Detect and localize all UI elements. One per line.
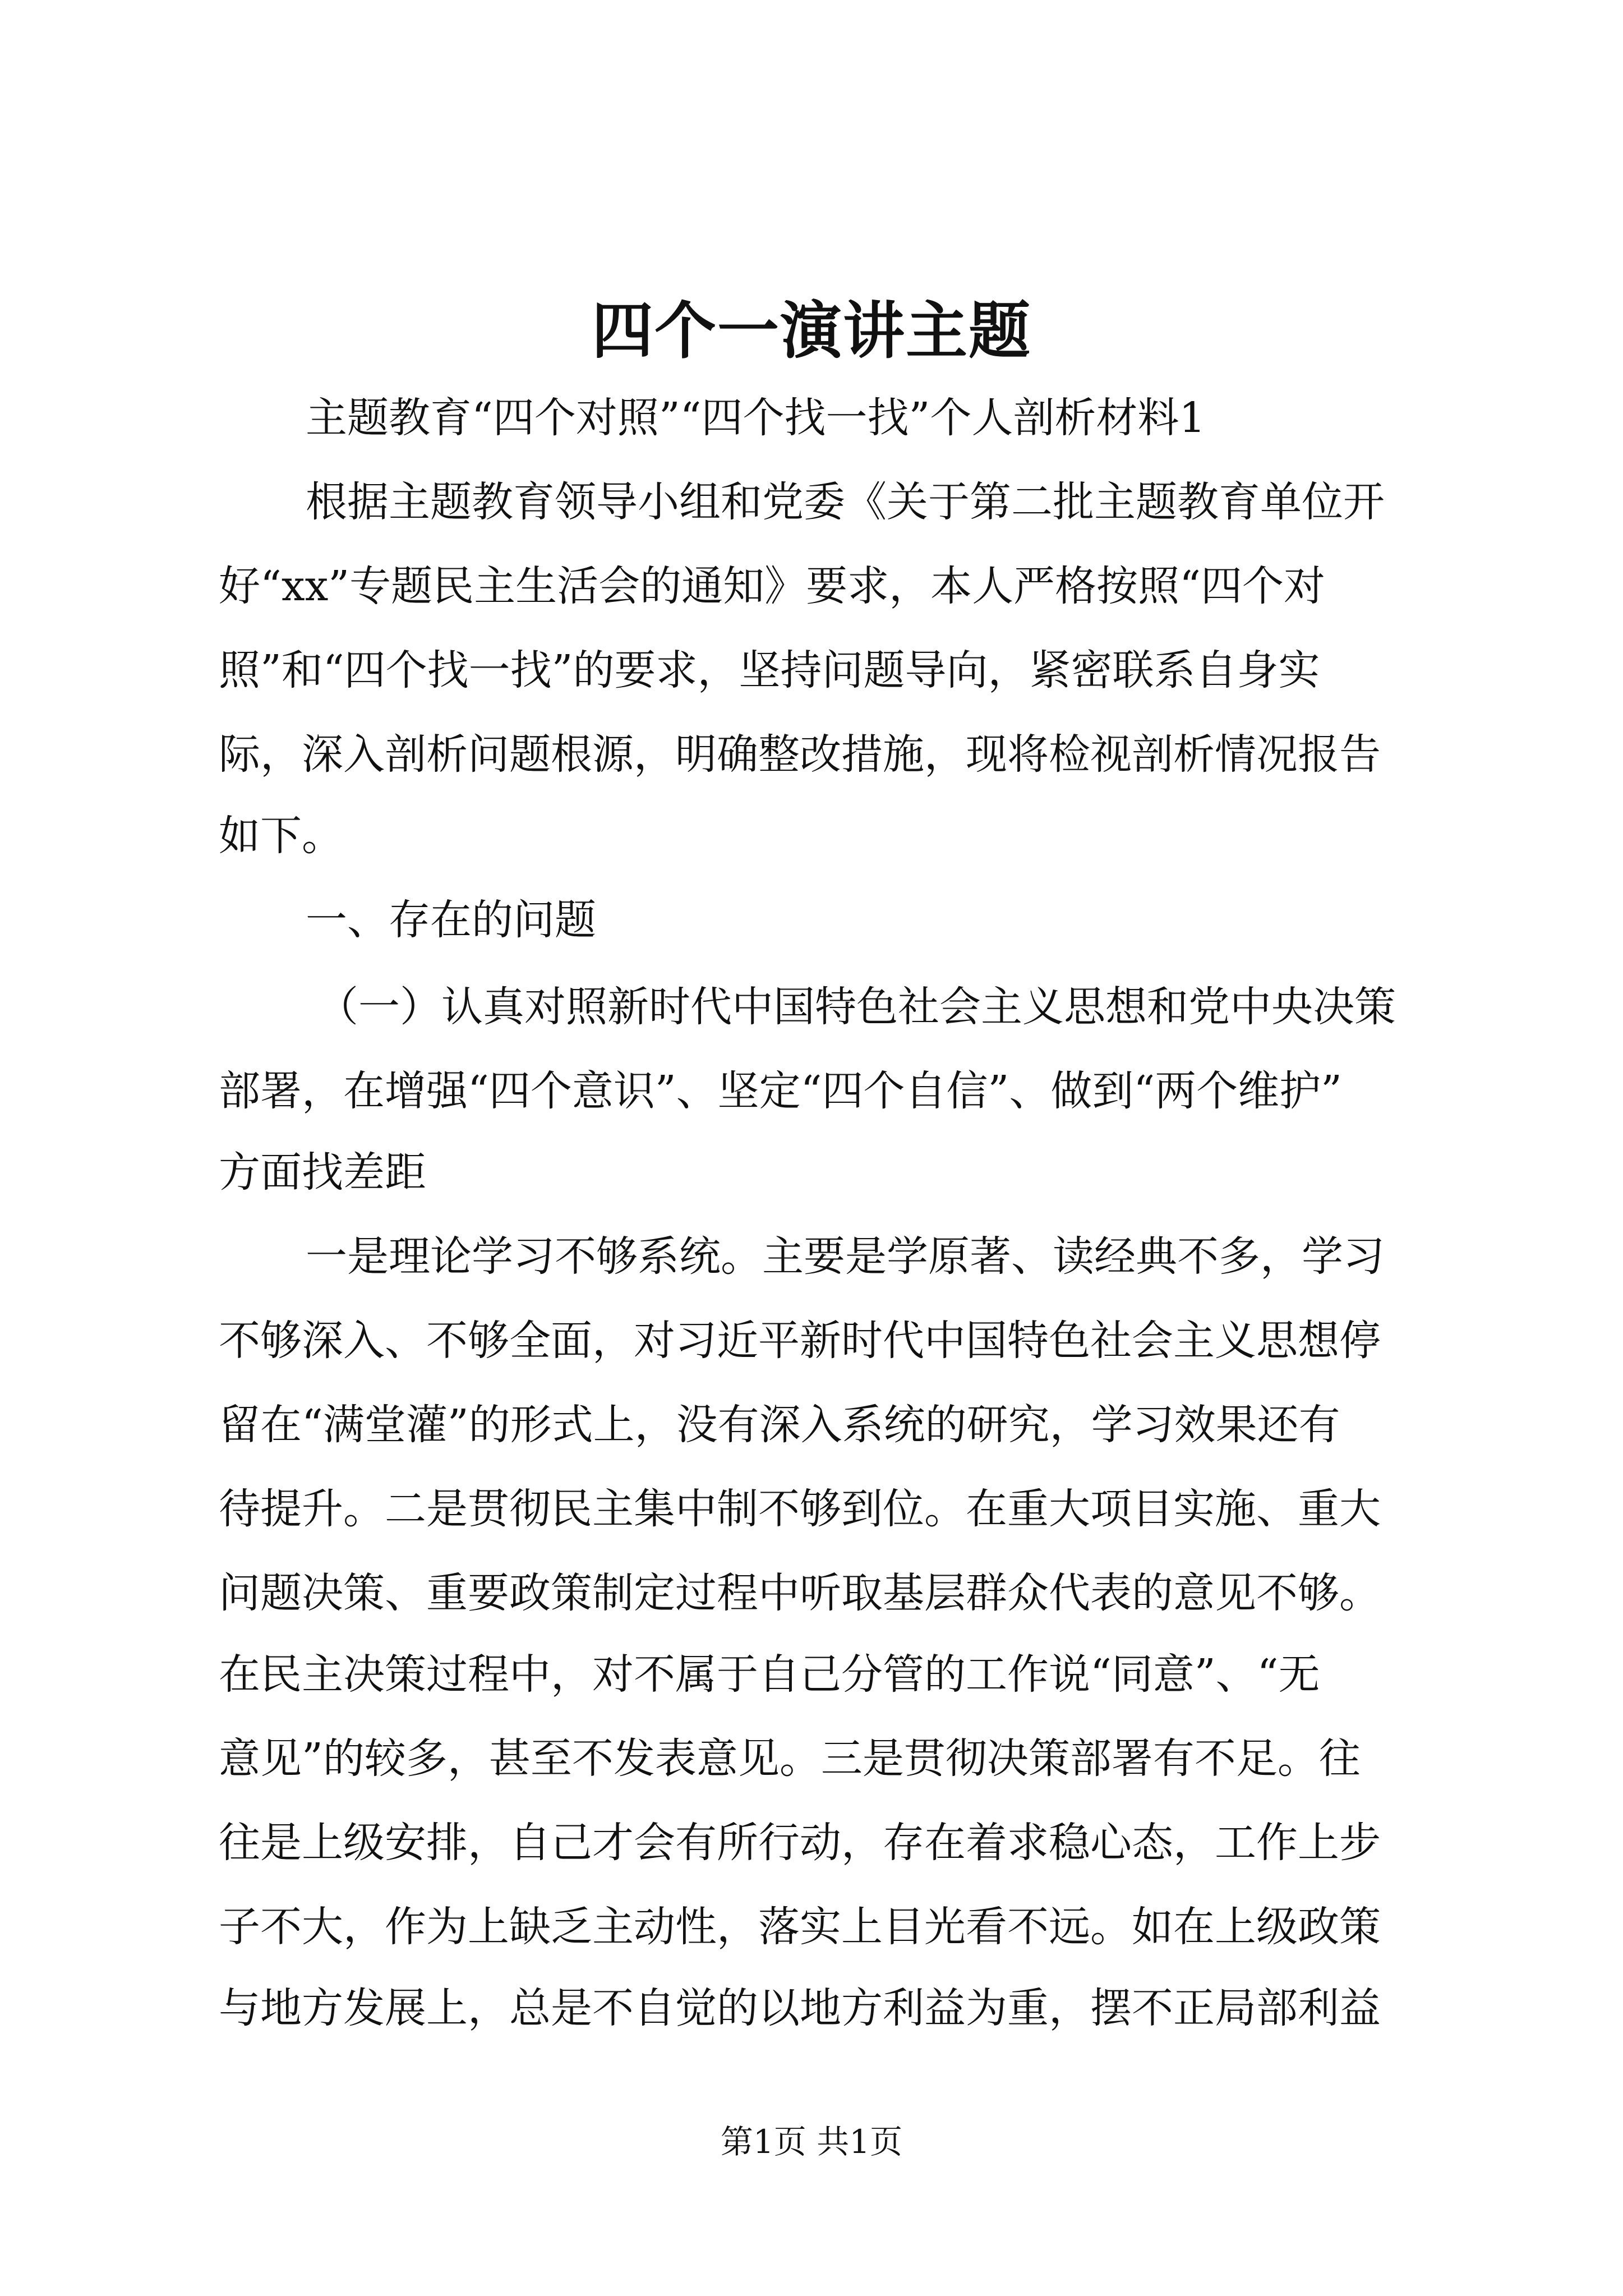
paragraph-line: 照”和“四个找一找”的要求，坚持问题导向，紧密联系自身实 (219, 646, 1320, 694)
page-number-footer: 第1页 共1页 (720, 2123, 903, 2161)
paragraph-line: 如下。 (219, 812, 343, 860)
paragraph-line: 在民主决策过程中，对不属于自己分管的工作说“同意”、“无 (219, 1650, 1320, 1699)
paragraph-line: 一是理论学习不够系统。主要是学原著、读经典不多，学习 (306, 1232, 1385, 1281)
paragraph-line: 与地方发展上，总是不自觉的以地方利益为重，摆不正局部利益 (219, 1984, 1381, 2032)
subtitle-line: 主题教育“四个对照”“四个找一找”个人剖析材料1 (306, 394, 1206, 442)
document-title: 四个一演讲主题 (592, 295, 1031, 367)
paragraph-line: 子不大，作为上缺乏主动性，落实上目光看不远。如在上级政策 (219, 1903, 1381, 1951)
paragraph-line: 根据主题教育领导小组和党委《关于第二批主题教育单位开 (306, 478, 1385, 526)
subsection-heading-line: 部署，在增强“四个意识”、坚定“四个自信”、做到“两个维护” (219, 1067, 1342, 1115)
paragraph-line: 问题决策、重要政策制定过程中听取基层群众代表的意见不够。 (219, 1569, 1381, 1617)
paragraph-line: 好“xx”专题民主生活会的通知》要求，本人严格按照“四个对 (219, 562, 1325, 610)
subsection-heading: （一）认真对照新时代中国特色社会主义思想和党中央决策 (317, 983, 1396, 1031)
paragraph-line: 往是上级安排，自己才会有所行动，存在着求稳心态，工作上步 (219, 1819, 1381, 1867)
paragraph-line: 待提升。二是贯彻民主集中制不够到位。在重大项目实施、重大 (219, 1485, 1381, 1533)
paragraph-line: 意见”的较多，甚至不发表意见。三是贯彻决策部署有不足。往 (219, 1734, 1361, 1783)
paragraph-line: 留在“满堂灌”的形式上，没有深入系统的研究，学习效果还有 (219, 1401, 1340, 1449)
paragraph-line: 际，深入剖析问题根源，明确整改措施，现将检视剖析情况报告 (219, 730, 1381, 779)
section-heading: 一、存在的问题 (306, 896, 596, 944)
paragraph-line: 不够深入、不够全面，对习近平新时代中国特色社会主义思想停 (219, 1317, 1381, 1365)
subsection-heading-line: 方面找差距 (219, 1148, 426, 1197)
